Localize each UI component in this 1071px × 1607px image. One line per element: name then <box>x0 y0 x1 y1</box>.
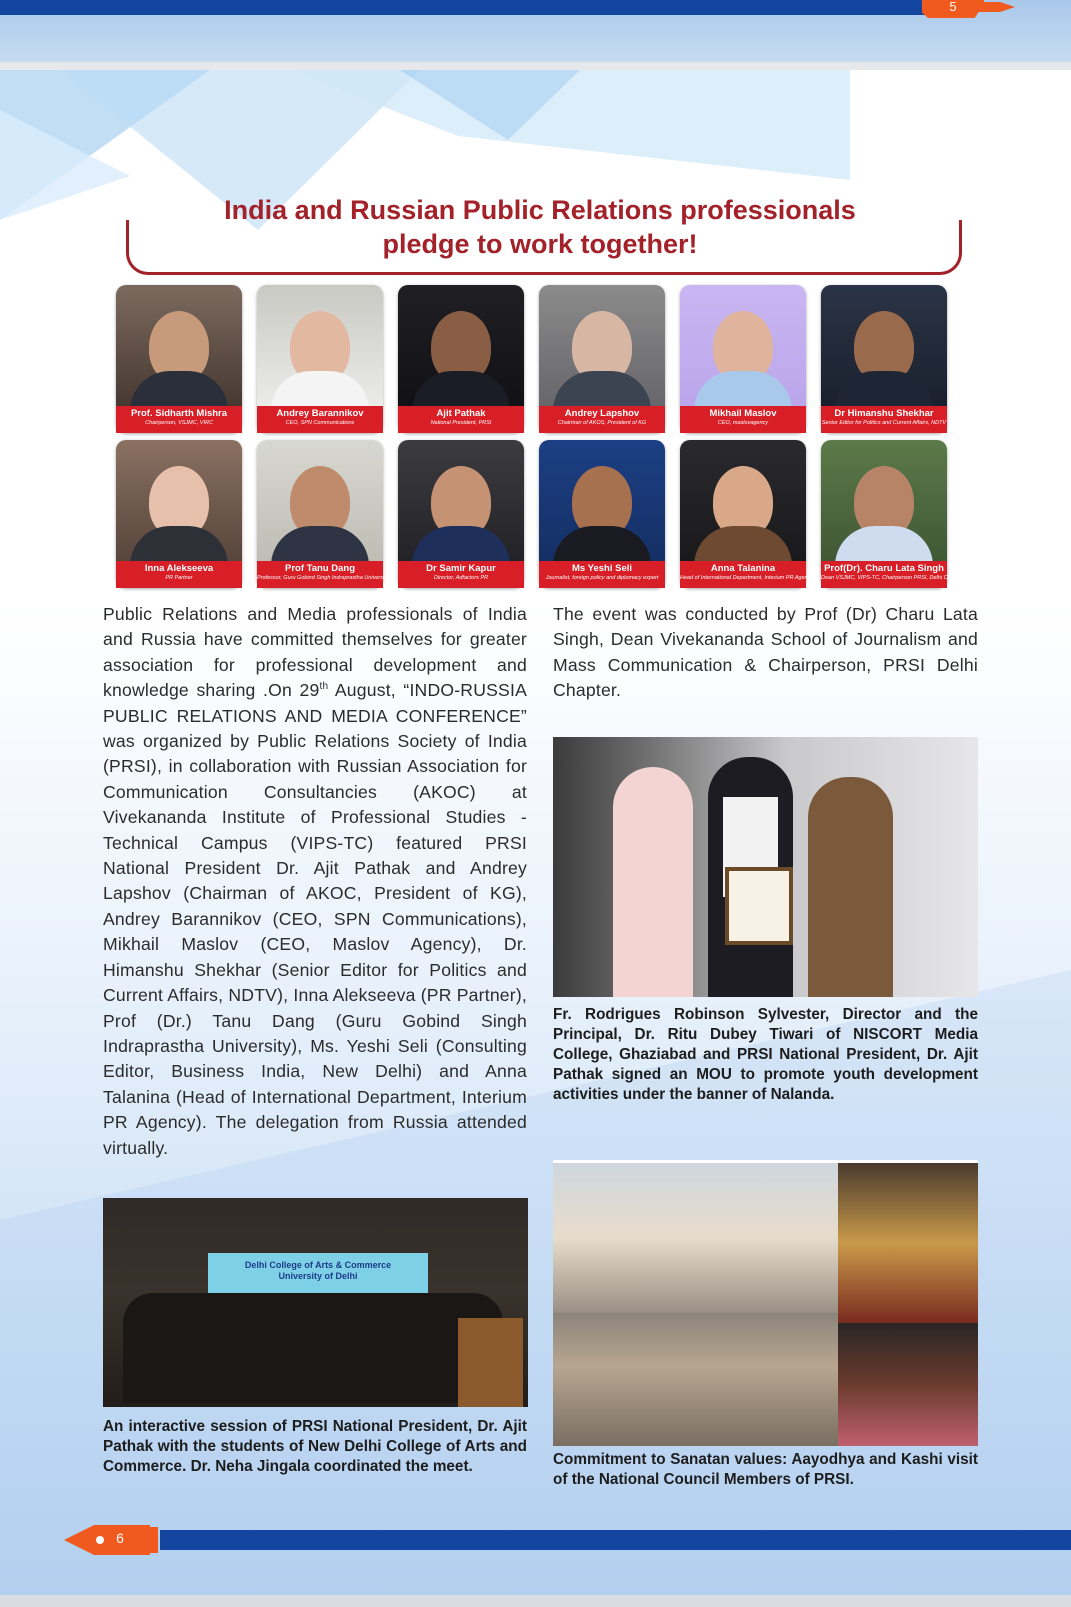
group-photo <box>553 1163 838 1313</box>
portrait-name: Prof(Dr). Charu Lata Singh <box>824 563 944 574</box>
pen-tip-icon <box>148 1527 158 1553</box>
portrait-card <box>257 440 389 588</box>
top-page-number: 5 <box>949 0 957 14</box>
portrait-name: Prof. Sidharth Mishra <box>130 408 228 419</box>
portrait-card <box>116 440 242 588</box>
portrait-role: Senior Editor for Politics and Current Affairs, NDTV <box>821 420 947 426</box>
portrait-card <box>680 440 814 588</box>
pilgrimage-photo-collage <box>553 1160 978 1446</box>
next-page-separator <box>0 1595 1071 1607</box>
banner-text <box>208 1260 428 1282</box>
portrait-label <box>680 561 814 588</box>
portrait-role: Journalist, foreign policy and diplomacy expert <box>545 575 659 581</box>
student-photo-caption: An interactive session of PRSI National President, Dr. Ajit Pathak with the students of New Delhi College of Arts and Commerce. Dr. Neha Jingala coordinated the meet. <box>103 1418 527 1475</box>
portrait-label <box>398 406 524 433</box>
portrait-label <box>116 561 242 588</box>
portrait-name: Inna Alekseeva <box>144 563 214 574</box>
portrait-name: Andrey Lapshov <box>564 408 640 419</box>
person-photo <box>808 777 893 997</box>
portrait-name: Prof Tanu Dang <box>284 563 356 574</box>
decorative-shape <box>290 70 850 180</box>
portrait-name: Mikhail Maslov <box>709 408 777 419</box>
group-photo <box>553 1313 838 1446</box>
portrait-card <box>680 285 806 433</box>
certificate-image <box>725 867 793 945</box>
portrait-role: National President, PRSI <box>430 420 492 426</box>
portrait-label <box>539 406 665 433</box>
portrait-label <box>257 561 389 588</box>
portrait-role: Chairperson, VSJMC, VIRC <box>145 420 213 426</box>
portrait-card <box>257 285 383 433</box>
portrait-role: PR Partner <box>165 575 193 581</box>
portrait-role: CEO, maslovagency <box>717 420 769 426</box>
pen-nib-icon <box>96 1536 104 1544</box>
portrait-role: Head of International Department, Interium PR Agency <box>680 575 814 581</box>
group-photo <box>838 1323 978 1446</box>
bottom-blue-bar <box>160 1530 1071 1550</box>
banner-subtitle: University of Delhi <box>278 1271 358 1281</box>
person-photo <box>613 767 693 997</box>
article-text: Public Relations and Media professionals of India and Russia have committed themselves for greater association for professional development and knowledge sharing .On 29 <box>103 604 527 701</box>
mou-photo-caption: Fr. Rodrigues Robinson Sylvester, Director and the Principal, Dr. Ritu Dubey Tiwari of NISCORT Media College, Ghaziabad and PRSI National President, Dr. Ajit Pathak signed an MOU to promote youth development activities under the banner of Nalanda. <box>553 1006 978 1103</box>
page-number: 6 <box>116 1530 124 1546</box>
portrait-role: Director, Adfactors PR <box>433 575 489 581</box>
top-blue-bar <box>0 0 960 15</box>
mou-signing-photo <box>553 737 978 997</box>
portrait-role: Professor, Guru Gobind Singh Indraprastha University <box>257 575 389 581</box>
portrait-card <box>116 285 242 433</box>
portrait-card <box>539 285 665 433</box>
student-group <box>123 1293 503 1403</box>
article-body-left <box>103 602 527 1161</box>
portrait-name: Anna Talanina <box>710 563 776 574</box>
portrait-name: Dr Himanshu Shekhar <box>834 408 934 419</box>
portrait-name: Dr Samir Kapur <box>426 563 496 574</box>
portrait-name: Ms Yeshi Seli <box>571 563 633 574</box>
portrait-name: Andrey Barannikov <box>276 408 364 419</box>
article-text: August, “INDO-RUSSIA PUBLIC RELATIONS AND MEDIA CONFERENCE” was organized by Public Relations Society of India (PRSI), in collaboration with Russian Association for Communication Consultancies (AKOC) at Vivekananda Institute of Professional Studies - Technical Campus (VIPS-TC) featured PRSI National President Dr. Ajit Pathak and Andrey Lapshov (Chairman of AKOC, President of KG), Andrey Barannikov (CEO, SPN Communications), Mikhail Maslov (CEO, Maslov Agency), Dr. Himanshu Shekhar (Senior Editor for Politics and Current Affairs, NDTV), Inna Alekseeva (PR Partner), Prof (Dr.) Tanu Dang (Guru Gobind Singh Indraprastha University), Ms. Yeshi Seli (Consulting Editor, Business India, New Delhi) and Anna Talanina (Head of International Department, Interium PR Agency). The delegation from Russia attended virtually. <box>103 680 528 1158</box>
portrait-label <box>680 406 806 433</box>
portrait-label <box>821 406 947 433</box>
temple-idol-photo <box>838 1163 978 1323</box>
portrait-label <box>257 406 383 433</box>
speaker-portrait-grid <box>116 285 964 591</box>
portrait-card <box>821 285 947 433</box>
title-line-2: pledge to work together! <box>382 229 698 259</box>
portrait-label <box>539 561 665 588</box>
portrait-card <box>821 440 964 588</box>
portrait-card <box>398 440 524 588</box>
portrait-card <box>398 285 524 433</box>
portrait-role: CEO, SPN Communications <box>285 420 355 426</box>
article-body-right: The event was conducted by Prof (Dr) Charu Lata Singh, Dean Vivekananda School of Journalism and Mass Communication & Chairperson, PRSI Delhi Chapter. <box>553 604 978 701</box>
portrait-role: Chairman of AKOS, President of KG <box>557 420 647 426</box>
portrait-role: Dean VSJMC, VIPS-TC, Chairperson PRSI, Delhi Chapter <box>821 575 964 581</box>
portrait-label <box>398 561 524 588</box>
ordinal-suffix: th <box>319 681 329 693</box>
portrait-card <box>539 440 665 588</box>
banner-title: Delhi College of Arts & Commerce <box>244 1260 392 1270</box>
collage-caption: Commitment to Sanatan values: Aayodhya and Kashi visit of the National Council Members of PRSI. <box>553 1451 978 1488</box>
student-session-photo <box>103 1198 528 1407</box>
page-title <box>130 193 950 261</box>
title-line-1: India and Russian Public Relations professionals <box>224 195 856 225</box>
portrait-label <box>116 406 242 433</box>
portrait-name: Ajit Pathak <box>436 408 486 419</box>
podium <box>458 1318 523 1407</box>
page-separator <box>0 62 1071 70</box>
portrait-label <box>821 561 964 588</box>
